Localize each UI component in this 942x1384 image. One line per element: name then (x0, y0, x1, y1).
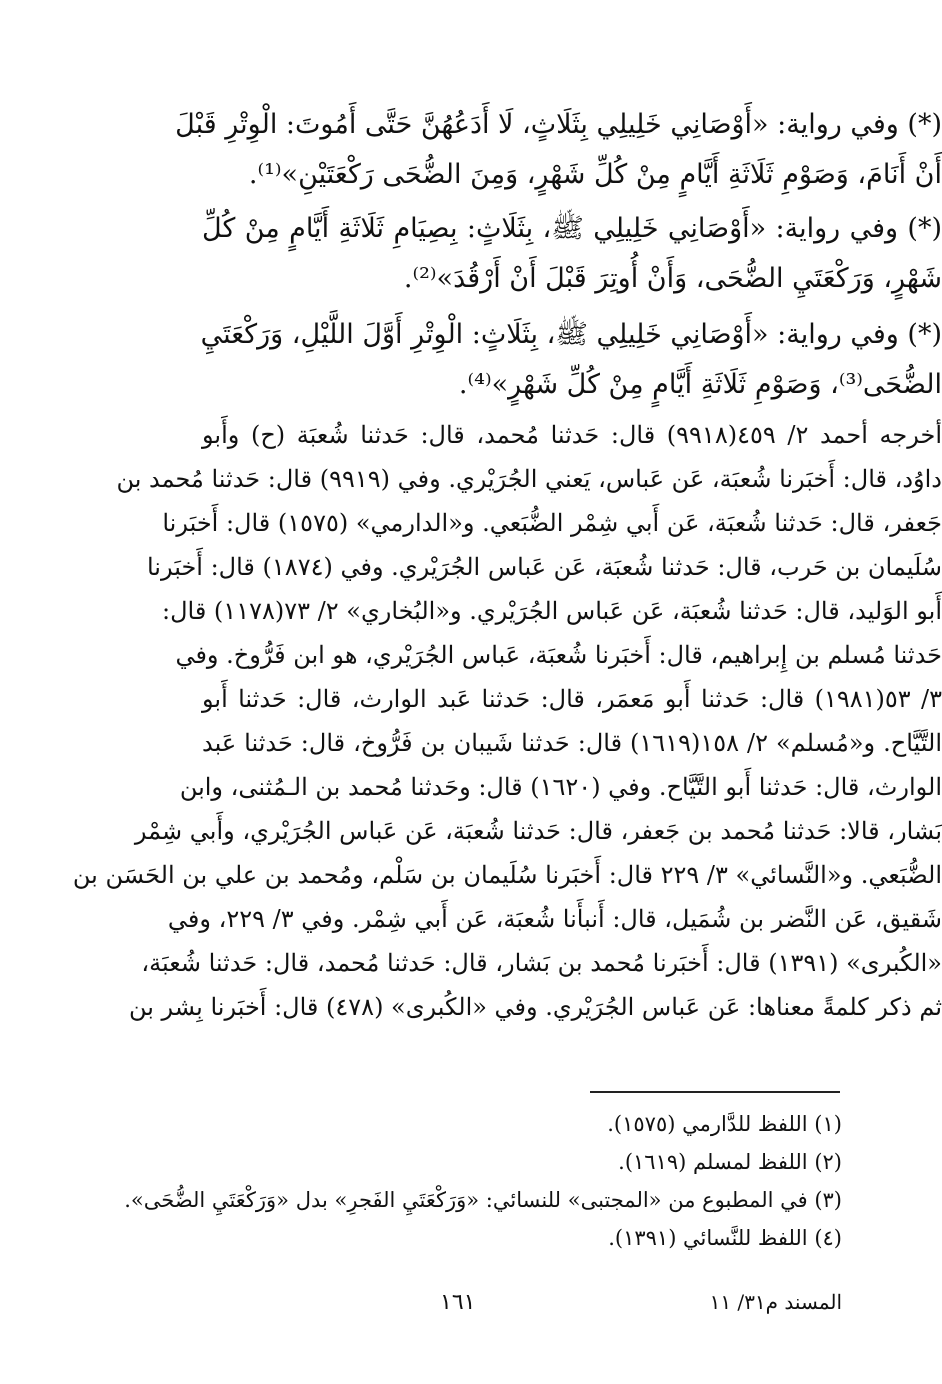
hadith-2-line-1: (*) وفي رواية: «أَوْصَانِي خَلِيلِي ﷺ، بِثَلَاثٍ: بِصِيَامِ ثَلَاثَةِ أَيَّامٍ مِنْ كُلِّ (202, 213, 942, 244)
footnote-1: (١) اللفظ للدَّارمي (١٥٧٥). (607, 1112, 842, 1136)
takhrij-line: سُلَيمان بن حَرب، قال: حَدثنا شُعبَة، عَن عَباس الجُرَيْري. وفي (١٨٧٤) قال: أَخبَرنا (146, 553, 942, 581)
takhrij-line: شَقيق، عَن النَّضر بن شُمَيل، قال: أَنبأَنا شُعبَة، عَن أَبي شِمْر. وفي ٣/ ٢٢٩، وفي (167, 905, 942, 933)
takhrij-line: أَبو الوَليد، قال: حَدثنا شُعبَة، عَن عَباس الجُرَيْري. و«البُخاري» ٢/ ٧٣(١١٧٨) قال: (161, 597, 942, 625)
takhrij-line: أخرجه أحمد ٢/ ٤٥٩(٩٩١٨) قال: حَدثنا مُحمد، قال: حَدثنا شُعبَة (ح) وأَبو (202, 421, 942, 449)
footnote-3: (٣) في المطبوع من «المجتبى» للنسائي: «وَرَكْعَتَيِ الفَجرِ» بدل «وَرَكْعَتَيِ الضُّحَى». (124, 1188, 842, 1212)
footnote-separator (590, 1091, 840, 1093)
takhrij-line: الوارث، قال: حَدثنا أَبو التَّيَّاح. وفي (١٦٢٠) قال: وحَدثنا مُحمد بن الـمُثنى، وابن (179, 773, 942, 801)
hadith-1-line-1: (*) وفي رواية: «أَوْصَانِي خَلِيلِي بِثَلَاثٍ، لَا أَدَعُهُنَّ حَتَّى أَمُوتَ: الْوِتْرِ قَبْلَ (175, 109, 942, 140)
takhrij-line: بَشار، قالا: حَدثنا مُحمد بن جَعفر، قال: حَدثنا شُعبَة، عَن عَباس الجُرَيْري، وأَبي شِمْر (134, 817, 942, 845)
takhrij-line: حَدثنا مُسلم بن إِبراهيم، قال: أَخبَرنا شُعبَة، عَباس الجُرَيْري، هو ابن فَرُّوخ. وفي (175, 641, 942, 669)
takhrij-line: «الكُبرى» (١٣٩١) قال: أَخبَرنا مُحمد بن بَشار، قال: حَدثنا مُحمد، قال: حَدثنا شُعبَة، (141, 949, 942, 977)
takhrij-line: التَّيَّاح. و«مُسلم» ٢/ ١٥٨(١٦١٩) قال: حَدثنا شَيبان بن فَرُّوخ، قال: حَدثنا عَبد (202, 729, 942, 757)
takhrij-line: الضُّبَعي. و«النَّسائي» ٣/ ٢٢٩ قال: أَخبَرنا سُلَيمان بن سَلْم، ومُحمد بن علي بن الحَسَن بن (72, 861, 942, 889)
footnote-2: (٢) اللفظ لمسلم (١٦١٩). (618, 1150, 842, 1174)
hadith-3-line-2: الضُّحَى⁽³⁾، وَصَوْمِ ثَلَاثَةِ أَيَّامٍ مِنْ كُلِّ شَهْرٍ»⁽⁴⁾. (458, 369, 942, 400)
signature-mark: المسند م٣١/ ١١ (709, 1290, 842, 1314)
takhrij-line: ثم ذكر كلمةً معناها: عَن عَباس الجُرَيْري. وفي «الكُبرى» (٤٧٨) قال: أَخبَرنا بِشر بن (128, 993, 942, 1021)
footnote-4: (٤) اللفظ للنَّسائي (١٣٩١). (608, 1226, 842, 1250)
hadith-1-line-2: أَنْ أَنَامَ، وَصَوْمِ ثَلَاثَةِ أَيَّامٍ مِنْ كُلِّ شَهْرٍ، وَمِنَ الضُّحَى رَكْعَتَيْنِ»⁽¹⁾. (248, 159, 942, 190)
page-number: ١٦١ (440, 1290, 476, 1315)
hadith-3-line-1: (*) وفي رواية: «أَوْصَانِي خَلِيلِي ﷺ، بِثَلَاثٍ: الْوِتْرِ أَوَّلَ اللَّيْلِ، وَرَكْعَتَيِ (200, 319, 942, 350)
hadith-2-line-2: شَهْرٍ، وَرَكْعَتَيِ الضُّحَى، وَأَنْ أُوتِرَ قَبْلَ أَنْ أَرْقُدَ»⁽²⁾. (403, 263, 942, 294)
takhrij-line: ٣/ ٥٣(١٩٨١) قال: حَدثنا أَبو مَعمَر، قال: حَدثنا عَبد الوارث، قال: حَدثنا أَبو (202, 685, 942, 713)
takhrij-line: جَعفر، قال: حَدثنا شُعبَة، عَن أَبي شِمْر الضُّبَعي. و«الدارمي» (١٥٧٥) قال: أَخبَرنا (162, 509, 942, 537)
takhrij-line: داوُد، قال: أَخبَرنا شُعبَة، عَن عَباس، يَعني الجُرَيْري. وفي (٩٩١٩) قال: حَدثنا مُحمد بن (116, 465, 942, 493)
